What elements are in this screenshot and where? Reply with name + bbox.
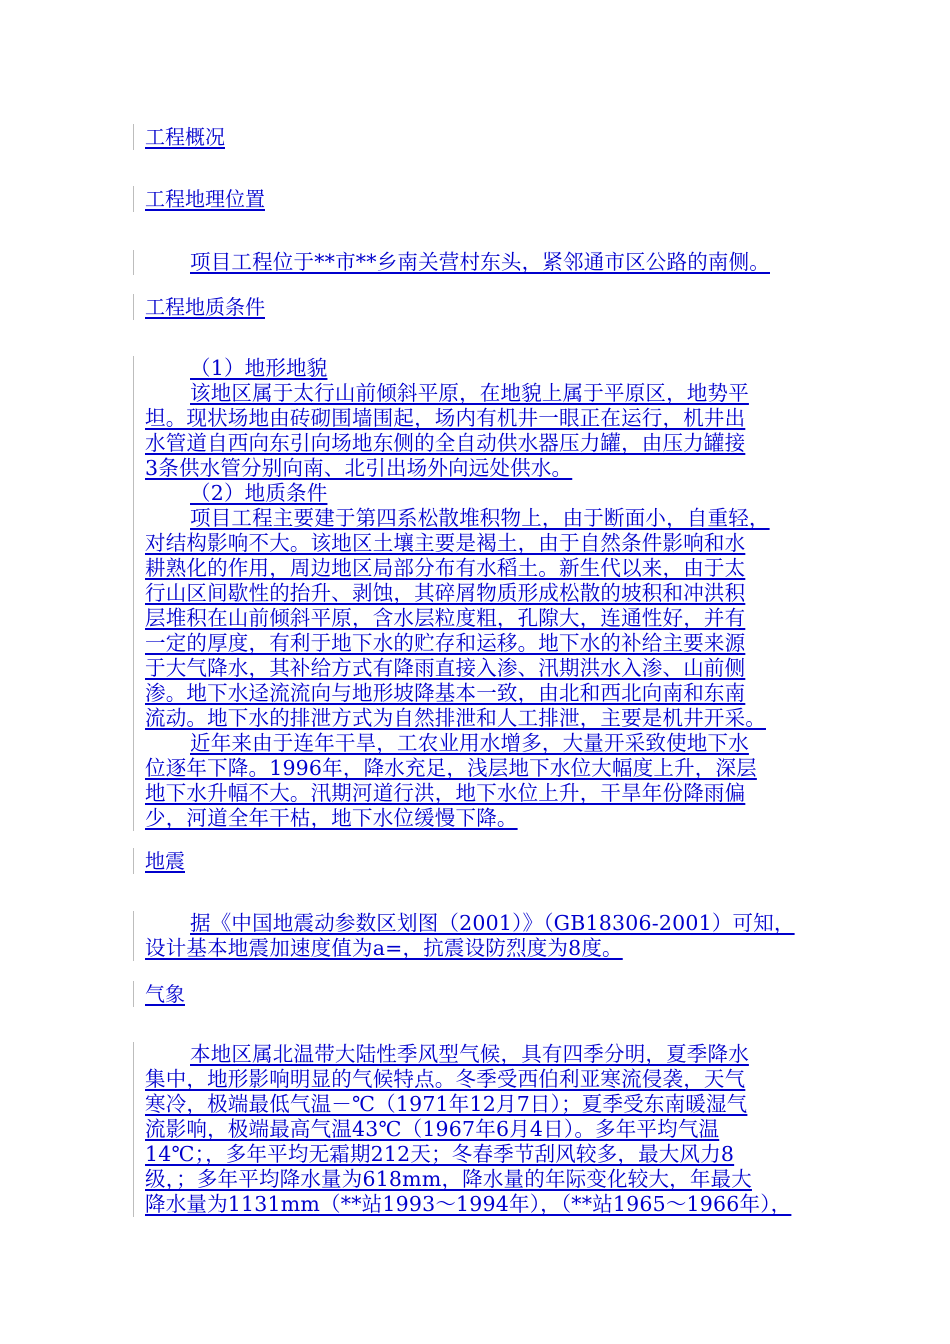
paragraph-line: 对结构影响不大。该地区土壤主要是褐土，由于自然条件影响和水: [145, 531, 746, 555]
paragraph-line: 项目工程主要建于第四系松散堆积物上，由于断面小，自重轻，: [190, 506, 770, 530]
paragraph-line: 项目工程位于**市**乡南关营村东头，紧邻通市区公路的南侧。: [190, 250, 770, 274]
section-heading-text[interactable]: 地震: [145, 849, 185, 873]
paragraph-line: （1）地形地貌: [190, 356, 328, 380]
paragraph-line: 耕熟化的作用，周边地区局部分布有水稻土。新生代以来，由于太: [145, 556, 746, 580]
heading-weather: [133, 981, 185, 1007]
paragraph-line: 级，；多年平均降水量为618mm，降水量的年际变化较大，年最大: [145, 1167, 752, 1191]
paragraph-line: 据《中国地震动参数区划图（2001）》（GB18306-2001）可知，: [190, 911, 795, 935]
paragraph-line: 渗。地下水迳流流向与地形坡降基本一致，由北和西北向南和东南: [145, 681, 746, 705]
paragraph-line: 寒冷，极端最低气温－℃（1971年12月7日）；夏季受东南暖湿气: [145, 1092, 748, 1116]
para-geology: [133, 356, 845, 831]
paragraph-line: 地下水升幅不大。汛期河道行洪，地下水位上升，干旱年份降雨偏: [145, 781, 746, 805]
paragraph-line: 流影响，极端最高气温43℃（1967年6月4日）。多年平均气温: [145, 1117, 720, 1141]
paragraph-line: 少，河道全年干枯，地下水位缓慢下降。: [145, 806, 518, 830]
section-heading-text[interactable]: 工程概况: [145, 125, 225, 149]
paragraph-line: 集中，地形影响明显的气候特点。冬季受西伯利亚寒流侵袭，天气: [145, 1067, 746, 1091]
paragraph-line: 坦。现状场地由砖砌围墙围起，场内有机井一眼正在运行，机井出: [145, 406, 746, 430]
paragraph-line: 3条供水管分别向南、北引出场外向远处供水。: [145, 456, 573, 480]
paragraph-line: 水管道自西向东引向场地东侧的全自动供水器压力罐，由压力罐接: [145, 431, 746, 455]
heading-earthquake: [133, 848, 185, 874]
para-location: [133, 250, 845, 275]
paragraph-line: 位逐年下降。1996年，降水充足，浅层地下水位大幅度上升，深层: [145, 756, 757, 780]
paragraph-line: （2）地质条件: [190, 481, 328, 505]
paragraph-line: 近年来由于连年干旱，工农业用水增多，大量开采致使地下水: [190, 731, 749, 755]
paragraph-line: 行山区间歇性的抬升、剥蚀，其碎屑物质形成松散的坡积和冲洪积: [145, 581, 746, 605]
heading-geology: [133, 294, 265, 320]
heading-location: [133, 186, 265, 212]
paragraph-line: 于大气降水，其补给方式有降雨直接入渗、汛期洪水入渗、山前侧: [145, 656, 746, 680]
section-heading-text[interactable]: 气象: [145, 982, 185, 1006]
para-earthquake: [133, 911, 845, 961]
heading-project-overview: [133, 124, 225, 150]
paragraph-line: 一定的厚度，有利于地下水的贮存和运移。地下水的补给主要来源: [145, 631, 746, 655]
para-weather: [133, 1042, 845, 1217]
section-heading-text[interactable]: 工程地质条件: [145, 295, 265, 319]
paragraph-line: 层堆积在山前倾斜平原，含水层粒度粗，孔隙大，连通性好，并有: [145, 606, 746, 630]
section-heading-text[interactable]: 工程地理位置: [145, 187, 265, 211]
paragraph-line: 14℃；，多年平均无霜期212天；冬春季节刮风较多，最大风力8: [145, 1142, 735, 1166]
paragraph-line: 流动。地下水的排泄方式为自然排泄和人工排泄，主要是机井开采。: [145, 706, 766, 730]
paragraph-line: 降水量为1131mm（**站1993～1994年），（**站1965～1966年），: [145, 1192, 792, 1216]
paragraph-line: 该地区属于太行山前倾斜平原，在地貌上属于平原区，地势平: [190, 381, 749, 405]
paragraph-line: 设计基本地震加速度值为a=，抗震设防烈度为8度。: [145, 936, 623, 960]
paragraph-line: 本地区属北温带大陆性季风型气候，具有四季分明，夏季降水: [190, 1042, 749, 1066]
